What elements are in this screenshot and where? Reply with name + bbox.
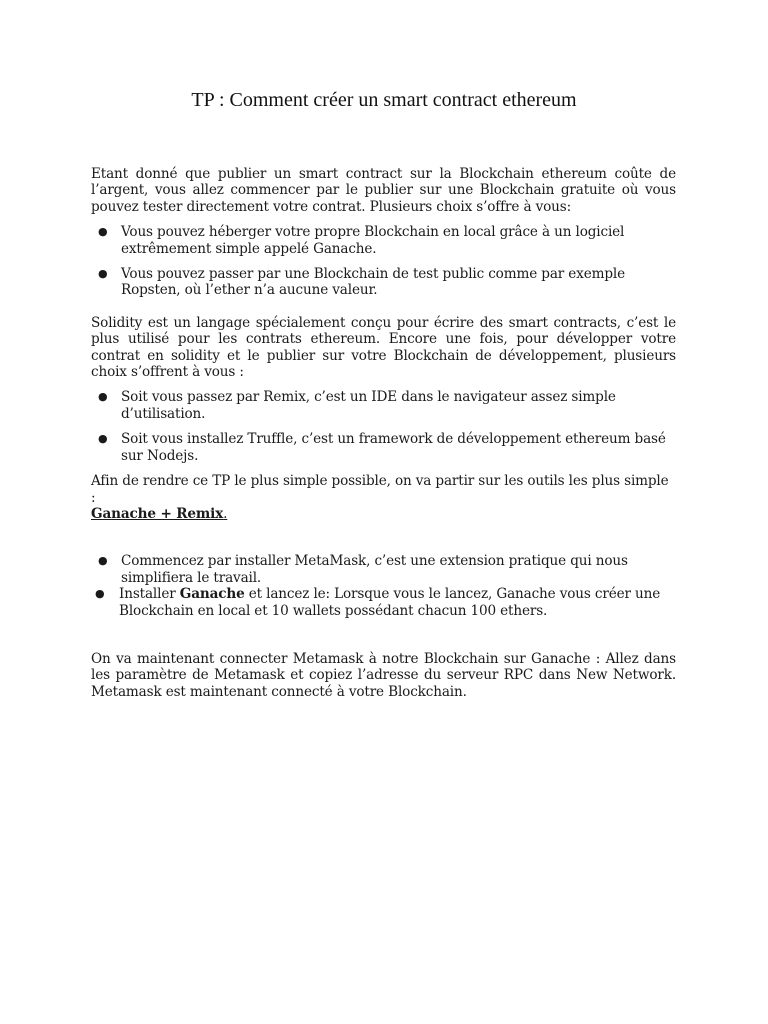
list-item-text: Soit vous installez Truffle, c’est un framework de développement ethereum basé sur Nodejs. <box>121 431 666 464</box>
list-item-text: Vous pouvez passer par une Blockchain de test public comme par exemple Ropsten, où l’ether n’a aucune valeur. <box>121 266 625 299</box>
choice-paragraph <box>91 473 676 522</box>
bullet-icon: ● <box>98 225 108 239</box>
document-title: TP : Comment créer un smart contract ethereum <box>191 89 577 111</box>
bullet-icon: ● <box>98 267 108 281</box>
step-prefix: Installer <box>119 586 180 603</box>
list-item-text: Commencez par installer MetaMask, c’est une extension pratique qui nous simplifiera le travail. <box>121 553 628 586</box>
chosen-tools: Ganache + Remix. <box>91 505 228 522</box>
choice-text: Afin de rendre ce TP le plus simple possible, on va partir sur les outils les plus simple : <box>91 473 669 506</box>
blockchain-options-list <box>91 224 676 299</box>
tool-options-list <box>91 389 676 464</box>
list-item <box>91 224 676 257</box>
list-item-text: Soit vous passez par Remix, c’est un IDE dans le navigateur assez simple d’utilisation. <box>121 389 616 422</box>
list-item <box>91 266 676 299</box>
list-item <box>91 389 676 422</box>
list-item <box>91 431 676 464</box>
step-suffix: et lancez le: Lorsque vous le lancez, Ganache vous créer une Blockchain en local et 10 wallets possédant chacun 100 ethers. <box>119 586 661 619</box>
steps-list <box>91 553 676 619</box>
bullet-icon: ● <box>98 432 108 446</box>
list-item <box>91 586 676 619</box>
document-body <box>91 166 676 700</box>
list-item-text: Vous pouvez héberger votre propre Blockchain en local grâce à un logiciel extrêmement simple appelé Ganache. <box>121 224 625 257</box>
bullet-icon: ● <box>95 587 105 601</box>
list-item <box>91 553 676 586</box>
step-bold-ganache: Ganache <box>179 586 245 603</box>
bullet-icon: ● <box>98 554 108 568</box>
bullet-icon: ● <box>98 390 108 404</box>
solidity-paragraph: Solidity est un langage spécialement conçu pour écrire des smart contracts, c’est le plus utilisé pour les contrats ethereum. Encore une fois, pour développer votre contrat en solidity et le publier sur votre Blockchain de développement, plusieurs choix s’offrent à vous : <box>91 314 676 381</box>
intro-paragraph: Etant donné que publier un smart contract sur la Blockchain ethereum coûte de l’argent, vous allez commencer par le publier sur une Blockchain gratuite où vous pouvez tester directement votre contrat. Plusieurs choix s’offre à vous: <box>91 166 676 215</box>
closing-paragraph: On va maintenant connecter Metamask à notre Blockchain sur Ganache : Allez dans les paramètre de Metamask et copiez l’adresse du serveur RPC dans New Network. Metamask est maintenant connecté à votre Blockchain. <box>91 650 676 700</box>
